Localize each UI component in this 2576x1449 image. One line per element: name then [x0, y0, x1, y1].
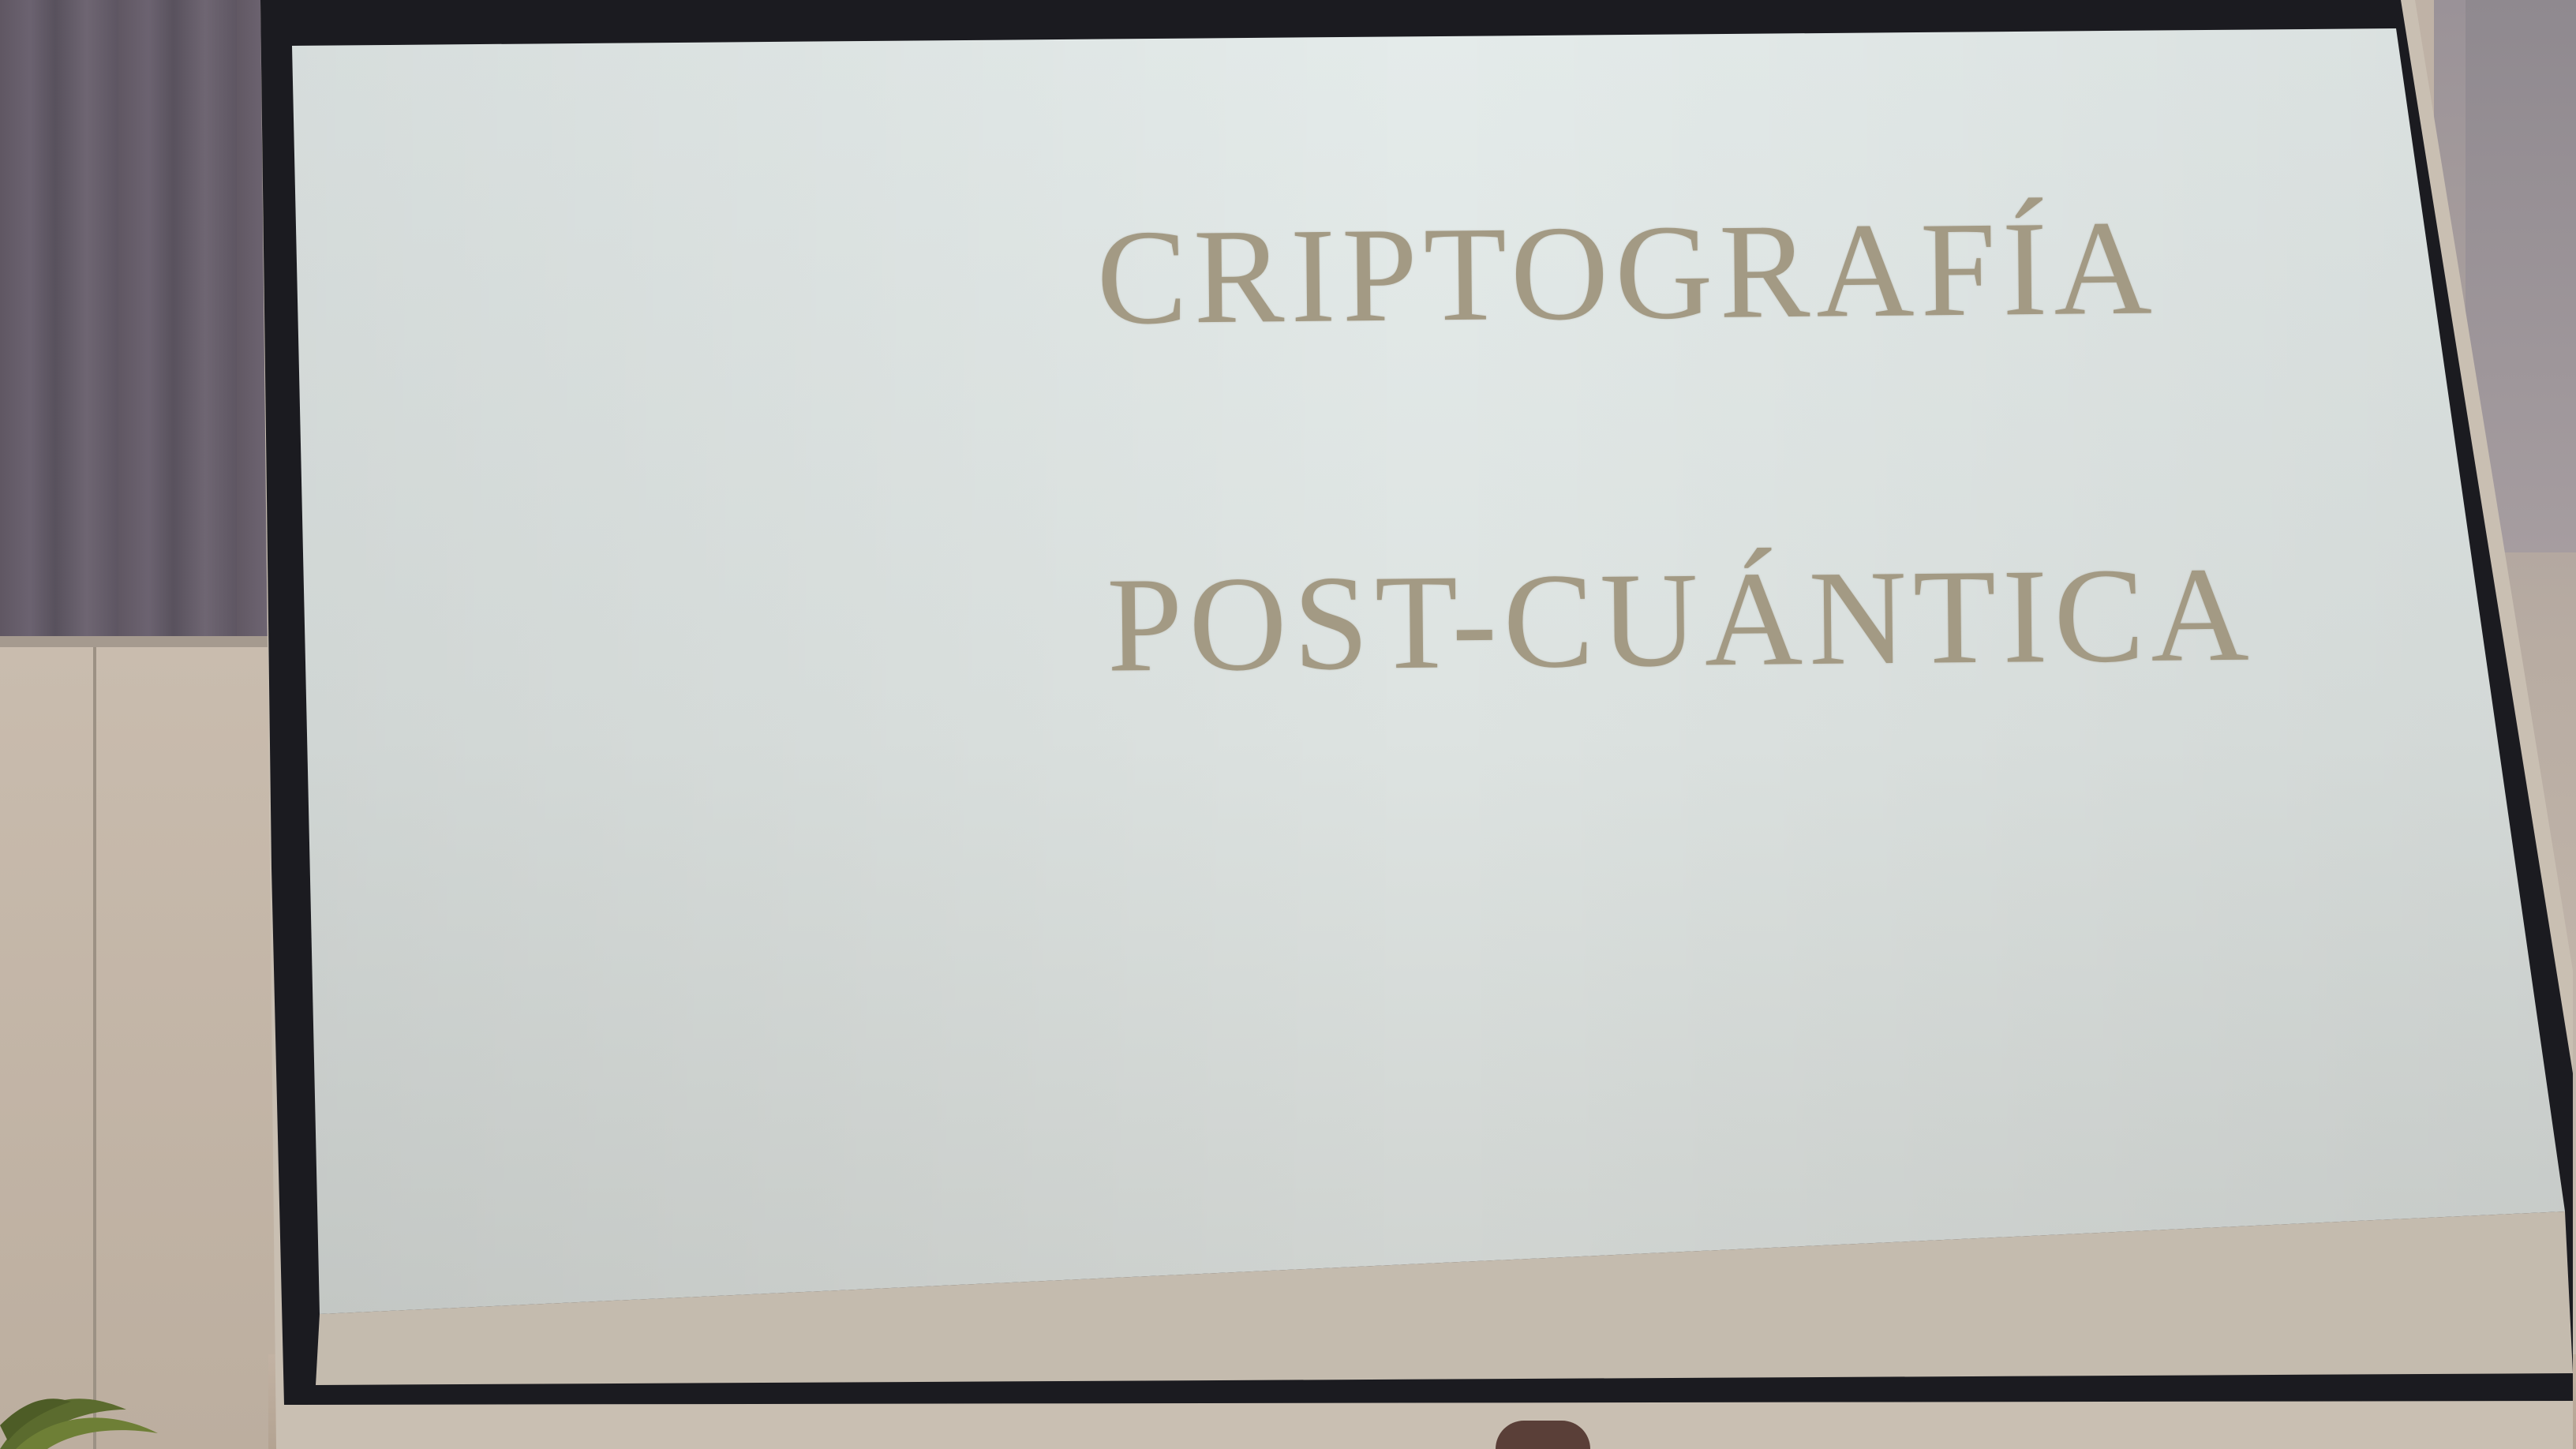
slide-title-line-2: POST-CUÁNTICA [1106, 539, 2256, 701]
slide-title-line-1: CRIPTOGRAFÍA [1095, 193, 2159, 354]
panel-seam [93, 647, 96, 1449]
audience-head [1496, 1421, 1590, 1449]
slide-content [750, 0, 2486, 789]
left-wall-wood [0, 0, 284, 647]
plant-leaves [0, 1331, 205, 1449]
projection-screen [260, 0, 2573, 1449]
